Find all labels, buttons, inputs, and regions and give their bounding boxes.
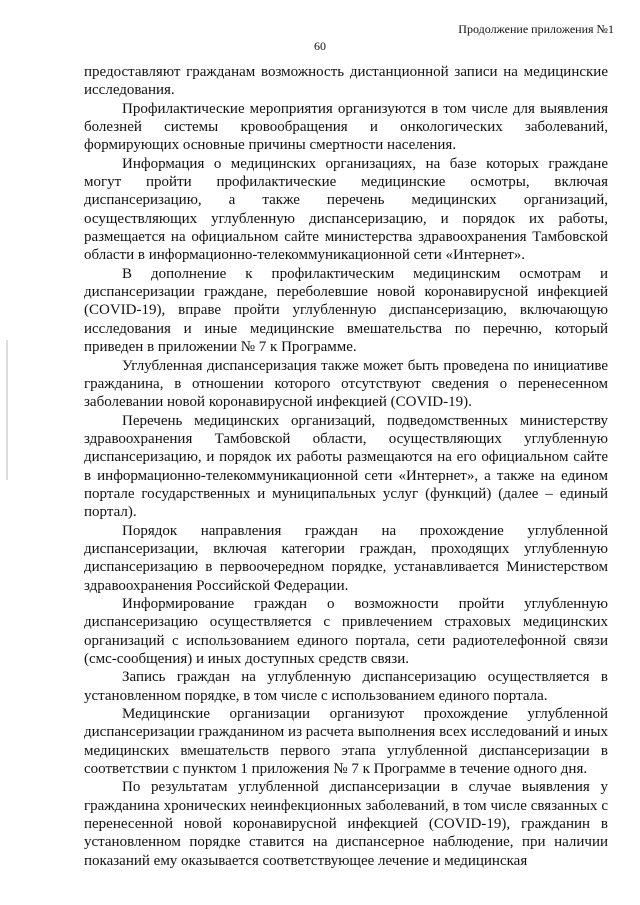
document-body	[84, 63, 608, 870]
paragraph-referral-procedure: Порядок направления граждан на прохождение углубленной диспансеризации, включая категории граждан, проходящих углубленную диспансеризацию в первоочередном порядке, устанавливается Министерством здравоохранения Российской Федерации.	[84, 522, 608, 594]
paragraph-screening-results: По результатам углубленной диспансеризации в случае выявления у гражданина хронических неинфекционных заболеваний, в том числе связанных с перенесенной новой коронавирусной инфекцией (COVID-19), гражданин в установленном порядке ставится на диспансерное наблюдение, при наличии показаний ему оказывается соответствующее лечение и медицинская	[84, 779, 608, 869]
paragraph-one-day-completion: Медицинские организации организуют прохождение углубленной диспансеризации гражданином из расчета выполнения всех исследований и иных медицинских вмешательств первого этапа углубленной диспансеризации в соответствии с пунктом 1 приложения № 7 к Программе в течение одного дня.	[84, 706, 608, 778]
scan-margin-shadow	[6, 340, 8, 480]
paragraph-continuation: предоставляют гражданам возможность дистанционной записи на медицинские исследования.	[84, 64, 608, 99]
paragraph-organizations-list: Перечень медицинских организаций, подведомственных министерству здравоохранения Тамбовской области, осуществляющих углубленную диспансеризацию, и порядок их работы размещаются на его официальном сайте в информационно-телекоммуникационной сети «Интернет», а также на едином портале государственных и муниципальных услуг (функций) (далее – единый портал).	[84, 412, 608, 521]
paragraph-registration: Запись граждан на углубленную диспансеризацию осуществляется в установленном порядке, в том числе с использованием единого портала.	[84, 669, 608, 704]
continuation-label: Продолжение приложения №1	[458, 22, 614, 36]
paragraph-citizen-initiative: Углубленная диспансеризация также может быть проведена по инициативе гражданина, в отношении которого отсутствуют сведения о перенесенном заболевании новой коронавирусной инфекцией (COVID-19).	[84, 357, 608, 411]
paragraph-informing-citizens: Информирование граждан о возможности пройти углубленную диспансеризацию осуществляется с привлечением страховых медицинских организаций с использованием единого портала, сети радиотелефонной связи (смс-сообщения) и иных доступных средств связи.	[84, 595, 608, 667]
paragraph-organizations-info: Информация о медицинских организациях, на базе которых граждане могут пройти профилактические медицинские осмотры, включая диспансеризацию, а также перечень медицинских организаций, осуществляющих углубленную диспансеризацию, и порядок их работы, размещается на официальном сайте министерства здравоохранения Тамбовской области в информационно-телекоммуникационной сети «Интернет».	[84, 155, 608, 264]
paragraph-preventive-measures: Профилактические мероприятия организуются в том числе для выявления болезней системы кровообращения и онкологических заболеваний, формирующих основные причины смертности населения.	[84, 100, 608, 154]
paragraph-covid-extended-screening: В дополнение к профилактическим медицинским осмотрам и диспансеризации граждане, переболевшие новой коронавирусной инфекцией (COVID-19), вправе пройти углубленную диспансеризацию, включающую исследования и иные медицинские вмешательства по перечню, который приведен в приложении № 7 к Программе.	[84, 265, 608, 356]
page-number: 60	[314, 39, 326, 53]
